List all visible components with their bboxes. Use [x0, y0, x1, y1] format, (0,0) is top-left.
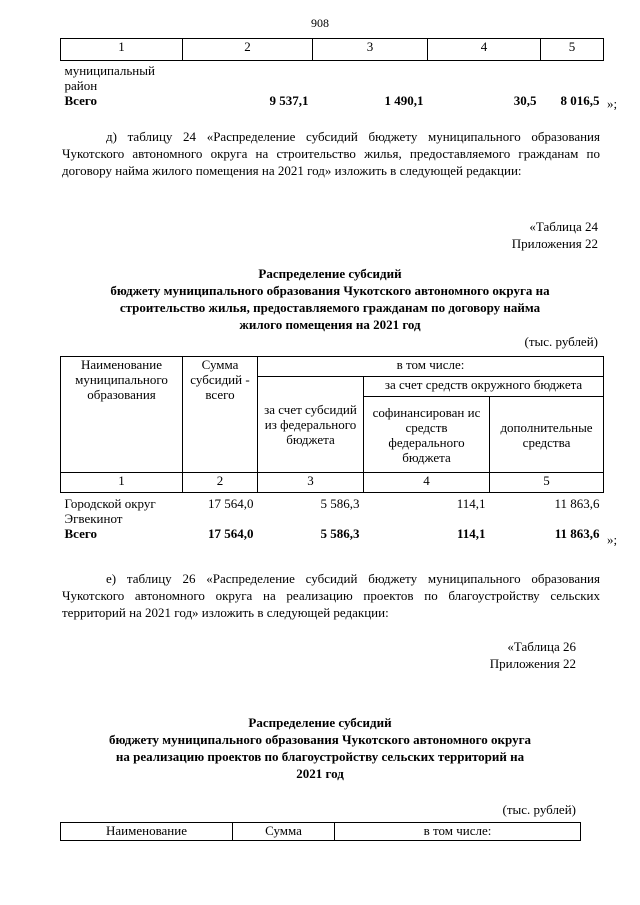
col-num: 1: [61, 39, 183, 61]
table24-units: (тыс. рублей): [524, 334, 598, 349]
header-okrug: за счет средств окружного бюджета: [364, 377, 604, 397]
total-c3: 1 490,1: [384, 93, 424, 108]
closing-quote: »;: [607, 532, 618, 547]
total-c5: 8 016,5: [560, 93, 600, 108]
col-num: 3: [313, 39, 428, 61]
row-name: Городской округ Эгвекинот: [64, 496, 156, 526]
column-number-row: [61, 39, 604, 61]
header-name: Наименование: [61, 823, 233, 841]
table24: [60, 356, 604, 541]
table24-reference: «Таблица 24 Приложения 22: [511, 219, 598, 251]
col-num: 5: [541, 39, 604, 61]
col-num: 2: [183, 39, 313, 61]
table26-units: (тыс. рублей): [502, 802, 576, 817]
header-federal: за счет субсидий из федерального бюджета: [258, 377, 364, 473]
column-number-row: 1 2 3 4 5: [61, 473, 604, 493]
total-row: [61, 93, 604, 108]
table26-reference: «Таблица 26 Приложения 22: [489, 639, 576, 671]
total-c2: 9 537,1: [269, 93, 309, 108]
top-table: [60, 38, 604, 108]
table-row: [61, 61, 604, 94]
table24-title: Распределение субсидий бюджету муниципального образования Чукотского автономного округа на строительство жилья, предоставляемого гражданам по договору найма жилого помещения на 2021 год: [110, 266, 550, 332]
row-name: муниципальный район: [64, 63, 155, 93]
paragraph-e: е) таблицу 26 «Распределение субсидий бюджету муниципального образования Чукотского автономного округа на реализацию проектов по благоустройству сельских территорий на 2021 год» изложить в следующей редакции:: [62, 571, 600, 620]
total-label: Всего: [64, 93, 97, 108]
header-sum: Сумма субсидий - всего: [183, 357, 258, 473]
table26-title: Распределение субсидий бюджету муниципального образования Чукотского автономного округа на реализацию проектов по благоустройству сельских территорий на 2021 год: [109, 715, 531, 781]
paragraph-d: д) таблицу 24 «Распределение субсидий бюджету муниципального образования Чукотского автономного округа на строительство жилья, предоставляемого гражданам по договору найма жилого помещения на 2021 год» изложить в следующей редакции:: [62, 129, 600, 178]
closing-quote: »;: [607, 96, 618, 111]
table-row: Городской округ Эгвекинот 17 564,0 5 586,3 114,1 11 863,6: [61, 493, 604, 527]
table26: [60, 822, 581, 841]
header-including: в том числе:: [335, 823, 581, 841]
header-cofin: софинансирован ис средств федерального бюджета: [364, 397, 490, 473]
header-sum: Сумма: [233, 823, 335, 841]
total-row: Всего 17 564,0 5 586,3 114,1 11 863,6: [64, 526, 600, 541]
total-c4: 30,5: [513, 93, 537, 108]
col-num: 4: [428, 39, 541, 61]
header-including: в том числе:: [258, 357, 604, 377]
header-additional: дополнительные средства: [490, 397, 604, 473]
header-name: Наименование муниципального образования: [61, 357, 183, 473]
page-number: 908: [311, 16, 329, 30]
